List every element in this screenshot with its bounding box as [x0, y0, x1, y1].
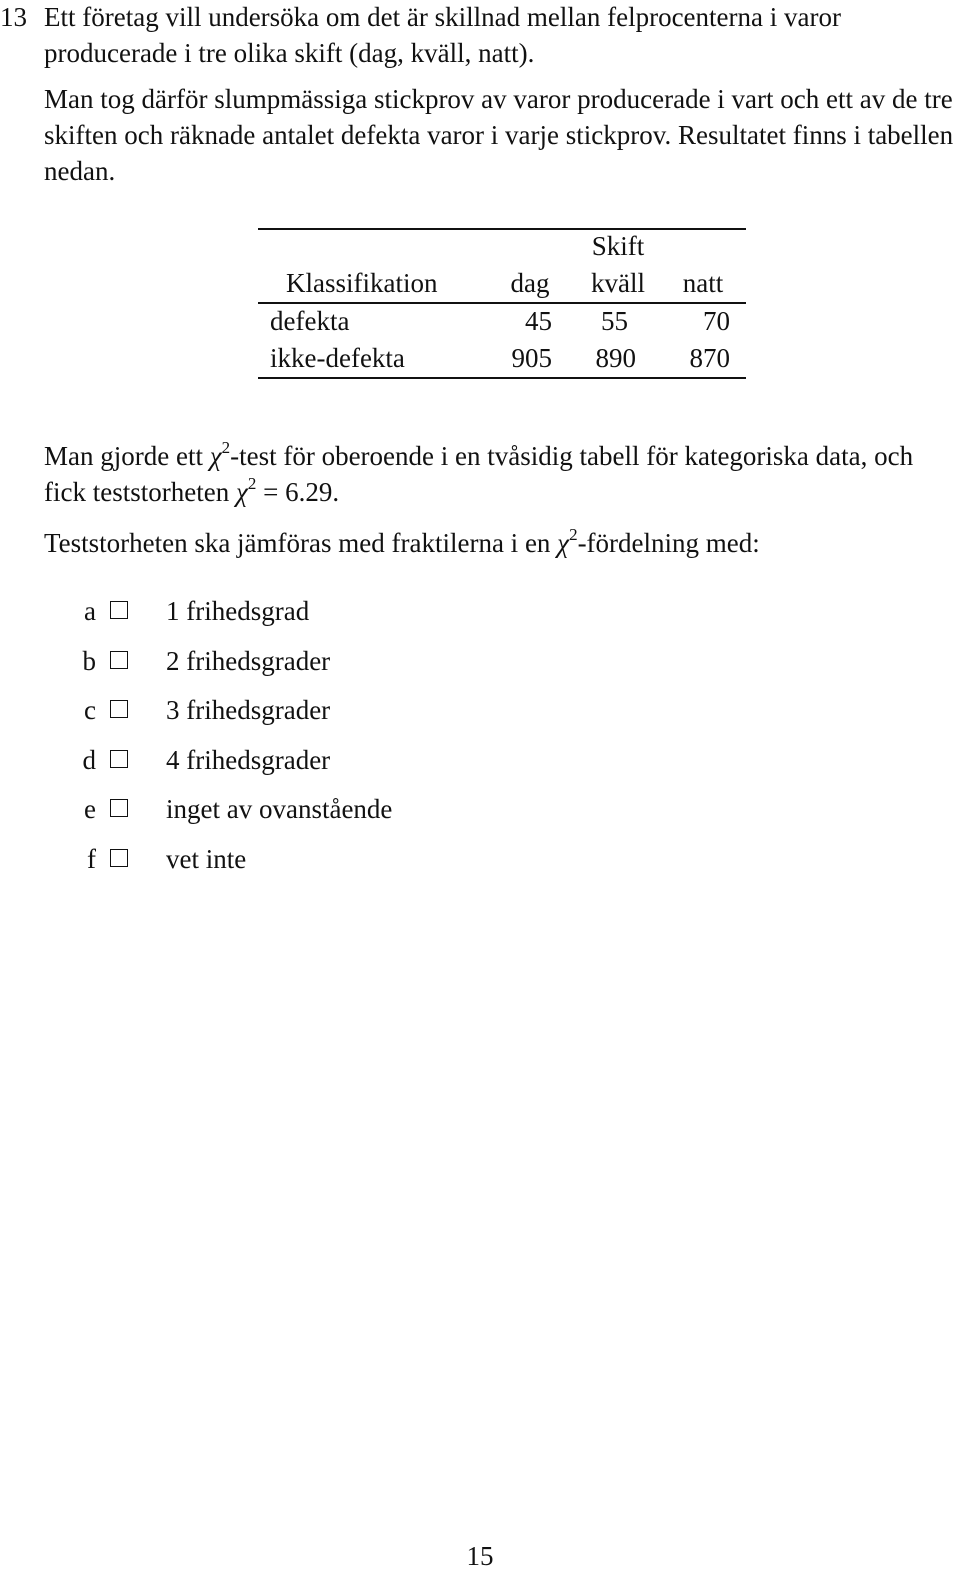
- column-header: dag: [510, 268, 550, 298]
- table-cell: 870: [689, 343, 730, 373]
- option-c: [60, 692, 560, 742]
- option-checkbox[interactable]: [110, 799, 128, 817]
- row-label: defekta: [270, 306, 350, 336]
- option-b: [60, 643, 560, 693]
- option-e: [60, 791, 560, 841]
- option-letter: b: [82, 645, 96, 676]
- option-label: 4 frihedsgrader: [166, 744, 331, 775]
- table-cell: 890: [595, 343, 636, 373]
- option-checkbox[interactable]: [110, 651, 128, 669]
- option-label: 3 frihedsgrader: [166, 695, 331, 725]
- option-checkbox[interactable]: [110, 700, 128, 718]
- chi-exponent: 2: [569, 525, 578, 544]
- option-label: inget av ovanstående: [166, 794, 393, 824]
- test-text-a: Man gjorde ett: [44, 441, 210, 471]
- option-label: vet inte: [166, 843, 247, 874]
- option-label: 2 frihedsgrader: [166, 645, 331, 676]
- compare-text-a: Teststorheten ska jämföras med fraktilerna i en: [44, 528, 558, 558]
- row-label: ikke-defekta: [270, 343, 405, 373]
- comparison-prompt: [44, 525, 959, 561]
- compare-text-b: -fördelning med:: [577, 528, 760, 558]
- question-method: Man tog därför slumpmässiga stickprov av varor producerade i vart och ett av de tre skiften och räknade antalet defekta varor i varje stickprov. Resultatet finns i tabellen nedan.: [44, 84, 954, 186]
- chi-exponent: 2: [221, 438, 231, 457]
- table-cell: 55: [601, 306, 628, 336]
- chi-exponent: 2: [247, 474, 257, 493]
- table-cell: 70: [703, 306, 730, 336]
- option-letter: e: [84, 794, 96, 824]
- test-statistic-value: = 6.29.: [256, 477, 340, 507]
- test-description: [44, 438, 959, 510]
- option-letter: a: [84, 596, 96, 626]
- option-letter: c: [84, 695, 96, 725]
- question-intro: Ett företag vill undersöka om det är skillnad mellan felprocenterna i varor producerade i tre olika skift (dag, kväll, natt).: [44, 2, 841, 68]
- option-letter: f: [87, 843, 96, 874]
- table-cell: 45: [525, 306, 552, 336]
- answer-options: [60, 593, 560, 890]
- group-header-skift: Skift: [591, 231, 645, 261]
- option-checkbox[interactable]: [110, 750, 128, 768]
- option-letter: d: [82, 744, 96, 775]
- option-f: [60, 841, 560, 891]
- chi-symbol: χ: [235, 477, 248, 507]
- option-a: [60, 593, 560, 643]
- column-header: kväll: [591, 268, 645, 298]
- test-text-b: -test för oberoende i en tvåsidig tabell för kategoriska data, och fick teststorheten: [44, 441, 914, 507]
- table-bottom-rule: [258, 377, 746, 379]
- option-label: 1 frihedsgrad: [166, 596, 310, 626]
- question-number: 13: [0, 2, 27, 32]
- option-checkbox[interactable]: [110, 849, 128, 867]
- option-checkbox[interactable]: [110, 601, 128, 619]
- chi-symbol: χ: [209, 441, 222, 471]
- page-number: 15: [466, 1541, 494, 1571]
- option-d: [60, 742, 560, 792]
- chi-symbol: χ: [557, 528, 570, 558]
- column-header: natt: [682, 268, 724, 298]
- row-header: Klassifikation: [286, 268, 438, 298]
- table-top-rule: [258, 228, 746, 230]
- contingency-table: [258, 228, 746, 380]
- table-cell: 905: [511, 343, 552, 373]
